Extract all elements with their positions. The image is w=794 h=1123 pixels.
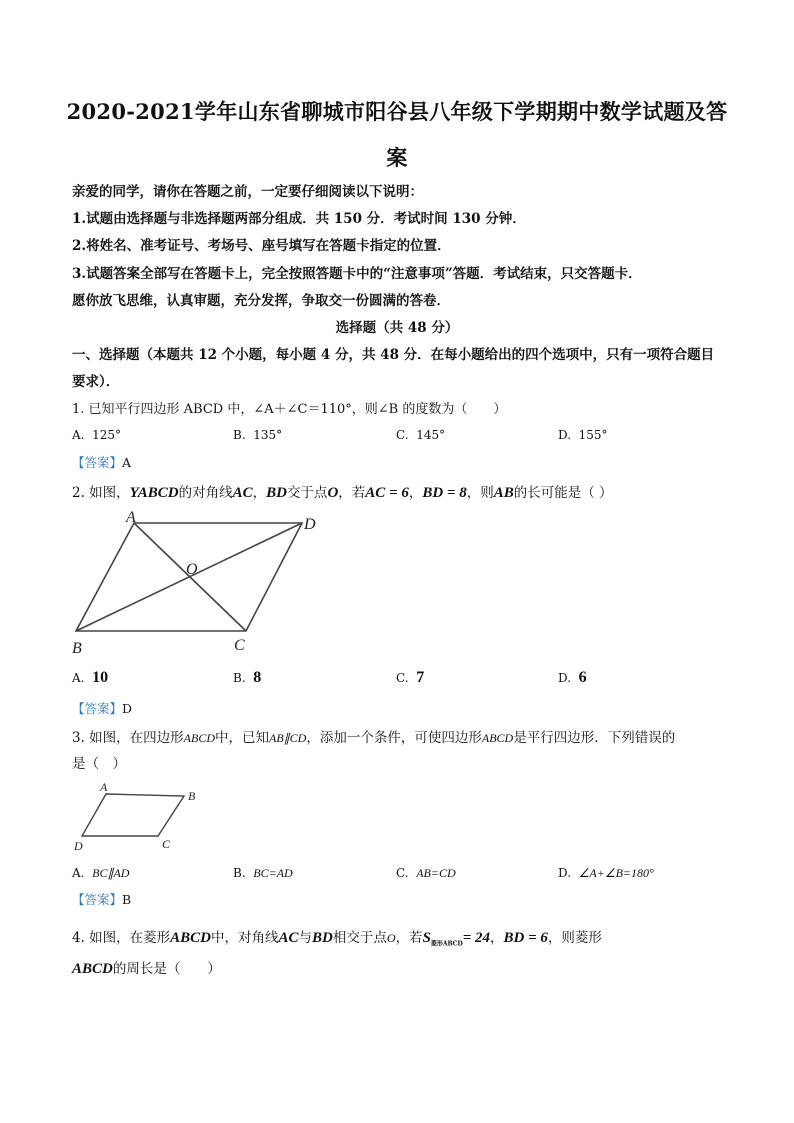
q2-option-d: D. 6: [558, 669, 587, 686]
q2-stem: 2. 如图，YABCD的对角线AC，BD交于点O，若AC = 6，BD = 8，则AB的长可能是（ ）: [72, 485, 613, 501]
q3-stem-line-2: 是（ ）: [72, 756, 126, 772]
q1-answer: [72, 453, 131, 471]
section-desc-line-2: 要求）．: [72, 374, 120, 390]
q2-shape: YABCD: [129, 485, 179, 501]
q3-option-d: D. ∠A+∠B=180°: [558, 866, 654, 880]
q1-answer-value: A: [122, 455, 132, 470]
q2-answer-value: D: [122, 701, 133, 716]
intro-greeting: 亲爱的同学，请你在答题之前，一定要仔细阅读以下说明：: [72, 184, 423, 200]
intro-rule-3: 3.试题答案全部写在答题卡上，完全按照答题卡中的“注意事项”答题．考试结束，只交答题卡．: [72, 266, 642, 282]
q3-label-a: A: [100, 780, 108, 794]
q2-parallelogram-figure: [66, 506, 336, 658]
q2-label-a: A: [126, 509, 136, 526]
q3-answer-tag: 【答案】: [72, 892, 123, 907]
q2-option-b: B. 8: [233, 669, 262, 686]
q2-label-o: O: [186, 561, 198, 578]
q3-stem-line-1: 3. 如图，在四边形ABCD中，已知AB∥CD，添加一个条件，可使四边形ABCD是平行四边形．下列错误的: [72, 730, 676, 746]
q2-label-b: B: [72, 640, 82, 657]
q1-option-d: D. 155°: [558, 428, 608, 442]
q2-label-d: D: [304, 516, 316, 533]
q4-stem-line-1: 4. 如图，在菱形ABCD中，对角线AC与BD相交于点O，若$S_{菱形ABCD}= 24$，BD = 6，则菱形: [72, 930, 602, 948]
q1-option-a: A. 125°: [72, 428, 122, 442]
q3-option-a: A. BC∥AD: [72, 866, 130, 880]
q1-option-b: B. 135°: [233, 428, 283, 442]
q1-stem: 1. 已知平行四边形 ABCD 中，∠A＋∠C＝110°，则∠B 的度数为（ ）: [72, 402, 507, 417]
q3-label-d: D: [74, 839, 83, 853]
q2-answer-tag: 【答案】: [72, 701, 123, 716]
q3-label-b: B: [188, 789, 196, 803]
title-line-1: 2020-2021学年山东省聊城市阳谷县八年级下学期期中数学试题及答: [66, 99, 728, 124]
section-desc-line-1: 一、选择题（本题共 12 个小题，每小题 4 分，共 48 分．在每小题给出的四个选项中，只有一项符合题目: [72, 347, 715, 363]
q2-label-c: C: [234, 637, 245, 654]
q2-option-c: C. 7: [396, 669, 425, 686]
q4-area-symbol: S: [422, 930, 431, 946]
q3-answer-value: B: [122, 892, 132, 907]
q2-option-a: A. 10: [72, 669, 109, 686]
intro-rule-2: 2.将姓名、准考证号、考场号、座号填写在答题卡指定的位置．: [72, 238, 451, 254]
q3-answer: [72, 890, 131, 908]
intro-rule-1: 1.试题由选择题与非选择题两部分组成．共 150 分．考试时间 130 分钟．: [72, 211, 526, 227]
title-line-2: 案: [386, 145, 408, 170]
intro-wish: 愿你放飞思维，认真审题，充分发挥，争取交一份圆满的答卷．: [72, 293, 450, 309]
q2-answer: [72, 699, 132, 717]
q3-option-b: B. BC=AD: [233, 866, 293, 880]
q3-quadrilateral-figure: [70, 778, 210, 854]
q4-area-subscript: 菱形ABCD: [430, 940, 463, 948]
q3-option-c: C. AB=CD: [396, 866, 456, 880]
section-title: 选择题（共 48 分）: [335, 320, 459, 336]
q1-option-c: C. 145°: [396, 428, 446, 442]
q1-answer-tag: 【答案】: [72, 455, 123, 470]
q3-label-c: C: [162, 837, 171, 851]
q4-stem-line-2: ABCD的周长是（ ）: [72, 961, 221, 977]
